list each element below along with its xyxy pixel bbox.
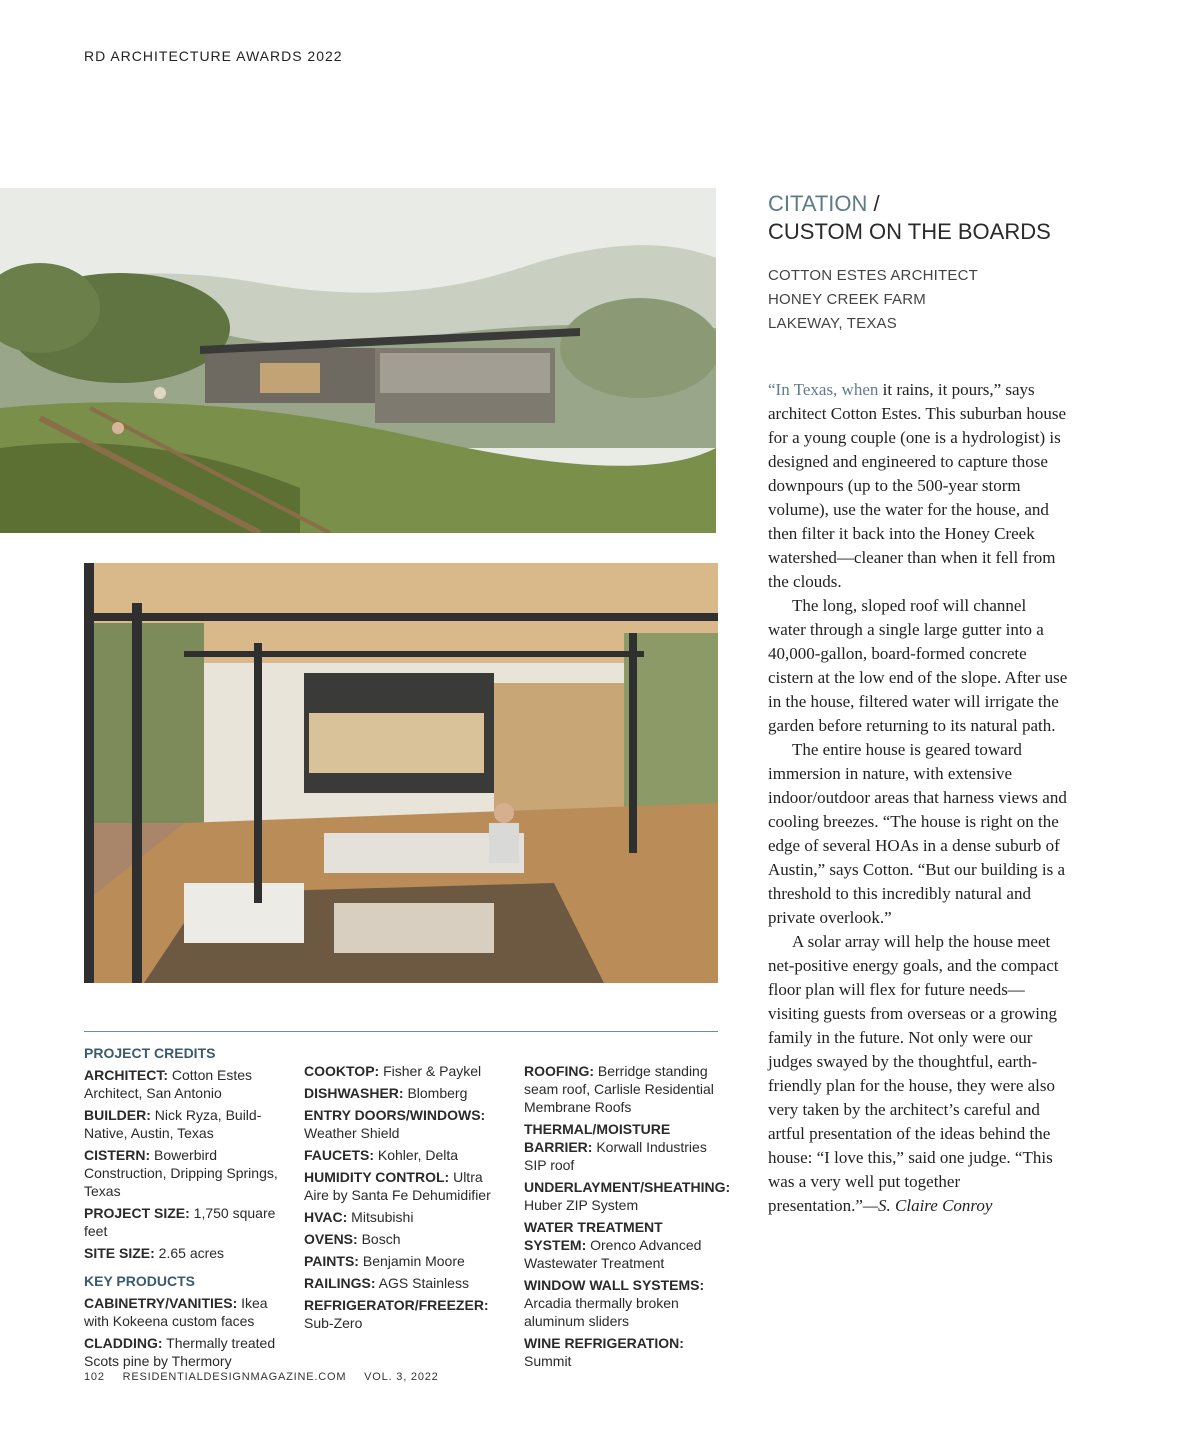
credit-value: Bowerbird Construction, Dripping Springs, Texas	[84, 1147, 278, 1199]
credit-entry	[304, 1168, 504, 1204]
credit-key: WINE REFRIGERATION:	[524, 1335, 684, 1351]
article-paragraph: The entire house is geared toward immersion in nature, with extensive indoor/outdoor areas that harness views and cooling breezes. “The house is right on the edge of several HOAs in a dense suburb of Austin,” says Cotton. “But our building is a threshold to this incredibly natural and private overlook.”	[768, 740, 1067, 927]
citation-label: CITATION	[768, 191, 868, 216]
credit-key: BUILDER:	[84, 1107, 151, 1123]
credit-value: Cotton Estes Architect, San Antonio	[84, 1067, 253, 1101]
credit-entry	[524, 1062, 724, 1116]
credit-key: REFRIGERATOR/FREEZER:	[304, 1297, 489, 1313]
credit-key: DISHWASHER:	[304, 1085, 404, 1101]
credit-key: COOKTOP:	[304, 1063, 380, 1079]
credits-column-1	[84, 1040, 284, 1374]
credit-value: Berridge standing seam roof, Carlisle Residential Membrane Roofs	[524, 1063, 714, 1115]
credit-key: RAILINGS:	[304, 1275, 376, 1291]
project-location: LAKEWAY, TEXAS	[768, 315, 897, 332]
credit-value: 1,750 square feet	[84, 1205, 276, 1239]
firm-name: COTTON ESTES ARCHITECT	[768, 267, 978, 284]
credit-value: Nick Ryza, Build-Native, Austin, Texas	[84, 1107, 262, 1141]
credit-key: CISTERN:	[84, 1147, 151, 1163]
author-signature: —S. Claire Conroy	[862, 1196, 993, 1215]
credit-entry	[304, 1252, 504, 1270]
article-lead: “In Texas, when	[768, 380, 879, 399]
article-paragraph	[768, 930, 1068, 1218]
credit-entry	[304, 1230, 504, 1248]
credit-value: Arcadia thermally broken aluminum sliders	[524, 1295, 679, 1329]
credit-value: Benjamin Moore	[358, 1253, 465, 1269]
article-body	[768, 378, 1068, 1218]
credit-key: SITE SIZE:	[84, 1245, 155, 1261]
credit-value: Orenco Advanced Wastewater Treatment	[524, 1237, 702, 1271]
project-info	[768, 264, 1158, 336]
credit-entry	[84, 1244, 284, 1262]
credit-value: Sub-Zero	[304, 1315, 363, 1331]
credit-value: Ultra Aire by Santa Fe Dehumidifier	[304, 1169, 491, 1203]
credit-key: PROJECT SIZE:	[84, 1205, 190, 1221]
credit-value: Thermally treated Scots pine by Thermory	[84, 1335, 276, 1369]
credit-value: Kohler, Delta	[374, 1147, 459, 1163]
project-name: HONEY CREEK FARM	[768, 291, 926, 308]
credit-value: Blomberg	[403, 1085, 468, 1101]
credit-value: AGS Stainless	[375, 1275, 469, 1291]
article-paragraph	[768, 378, 1068, 594]
credit-key: UNDERLAYMENT/SHEATHING:	[524, 1179, 731, 1195]
credit-entry	[84, 1204, 284, 1240]
credit-key: HVAC:	[304, 1209, 348, 1225]
project-credits	[84, 1040, 731, 1374]
magazine-site: RESIDENTIALDESIGNMAGAZINE.COM	[122, 1371, 347, 1383]
credit-key: ARCHITECT:	[84, 1067, 168, 1083]
credit-key: THERMAL/MOISTURE BARRIER:	[524, 1121, 671, 1155]
credit-entry	[304, 1274, 504, 1292]
exterior-rendering-image	[0, 188, 716, 533]
credit-entry	[304, 1146, 504, 1164]
credit-key: FAUCETS:	[304, 1147, 374, 1163]
credit-key: WINDOW WALL SYSTEMS:	[524, 1277, 705, 1293]
citation-heading	[768, 190, 1158, 218]
credit-value: Ikea with Kokeena custom faces	[84, 1295, 268, 1329]
credit-value: 2.65 acres	[154, 1245, 225, 1261]
credit-entry	[524, 1276, 724, 1330]
credit-entry	[84, 1066, 284, 1102]
credit-key: CABINETRY/VANITIES:	[84, 1295, 238, 1311]
article-p1-text: it rains, it pours,” says architect Cotton Estes. This suburban house for a young couple (one is a hydrologist) is designed and engineered to capture those downpours (up to the 500-year storm volume), use the water for the house, and then filter it back into the Honey Creek watershed—cleaner than when it fell from the clouds.	[768, 380, 1067, 591]
citation-divider: /	[873, 191, 880, 216]
credit-value: Mitsubishi	[347, 1209, 414, 1225]
key-products-title: KEY PRODUCTS	[84, 1273, 195, 1289]
credit-entry	[304, 1084, 504, 1102]
credits-column-3	[524, 1040, 731, 1374]
section-header: RD ARCHITECTURE AWARDS 2022	[84, 48, 343, 64]
credit-entry	[524, 1334, 724, 1370]
citation-block	[768, 190, 1158, 336]
article-paragraph: The long, sloped roof will channel water through a single large gutter into a 40,000-gallon, board-formed concrete cistern at the low end of the slope. After use in the house, filtered water will irrigate the garden before returning to its natural path.	[768, 596, 1068, 735]
credit-value: Summit	[524, 1353, 572, 1369]
credit-key: WATER TREATMENT SYSTEM:	[524, 1219, 663, 1253]
credit-entry	[524, 1218, 724, 1272]
page-number: 102	[84, 1371, 105, 1383]
credit-key: HUMIDITY CONTROL:	[304, 1169, 450, 1185]
credit-entry	[524, 1120, 724, 1174]
credit-entry	[304, 1062, 504, 1080]
credits-divider	[84, 1031, 718, 1032]
credits-column-2	[304, 1040, 504, 1374]
credit-entry	[84, 1334, 284, 1370]
award-category: CUSTOM ON THE BOARDS	[768, 219, 1051, 244]
credit-key: PAINTS:	[304, 1253, 359, 1269]
project-credits-title: PROJECT CREDITS	[84, 1045, 216, 1061]
issue-volume: VOL. 3, 2022	[364, 1371, 439, 1383]
credit-key: OVENS:	[304, 1231, 358, 1247]
credit-entry	[524, 1178, 731, 1214]
credit-value: Weather Shield	[304, 1125, 400, 1141]
credit-key: ENTRY DOORS/WINDOWS:	[304, 1107, 486, 1123]
article-p4-text: A solar array will help the house meet net-positive energy goals, and the compact floor plan will flex for future needs—visiting guests from overseas or a growing family in the future. Not only were our judges swayed by the thoughtful, earth-friendly plan for the house, they were also very taken by the architect’s careful and artful presentation of the ideas behind the house: “I love this,” said one judge. “This was a very well put together presentation.”	[768, 932, 1059, 1215]
page-footer	[84, 1371, 453, 1383]
credit-key: ROOFING:	[524, 1063, 594, 1079]
credit-entry	[84, 1294, 284, 1330]
credit-entry	[84, 1106, 284, 1142]
credit-value: Fisher & Paykel	[379, 1063, 482, 1079]
credit-entry	[304, 1208, 504, 1226]
credit-value: Korwall Industries SIP roof	[524, 1139, 707, 1173]
credit-value: Bosch	[357, 1231, 401, 1247]
credit-entry	[84, 1146, 284, 1200]
credit-entry	[304, 1106, 504, 1142]
credit-entry	[304, 1296, 504, 1332]
credit-value: Huber ZIP System	[524, 1197, 639, 1213]
interior-rendering-image	[84, 563, 718, 983]
credit-key: CLADDING:	[84, 1335, 163, 1351]
